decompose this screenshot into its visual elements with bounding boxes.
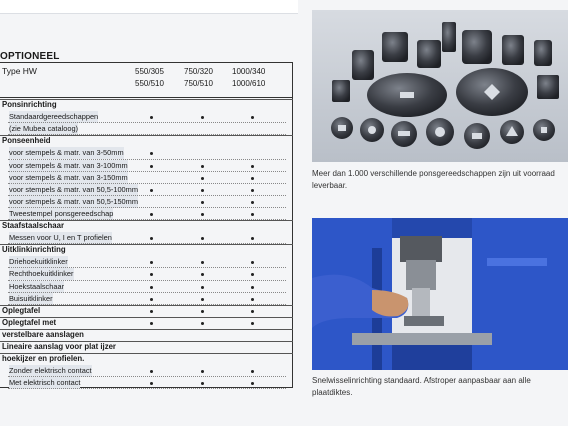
column-header-line: 750/510: [184, 79, 213, 88]
table-group-row: [0, 220, 293, 232]
row-label: Messen voor U, I en T profielen: [9, 233, 112, 243]
availability-dot: [201, 189, 204, 192]
punch-machine-image: [312, 218, 568, 370]
availability-dot: [201, 286, 204, 289]
group-divider: [0, 135, 293, 136]
row-label: Driehoekuitklinker: [9, 257, 68, 267]
availability-dot: [150, 322, 153, 325]
column-header-line: 1000/340: [232, 67, 266, 76]
row-label: Tweestempel ponsgereedschap: [9, 208, 114, 218]
group-divider: [0, 220, 293, 221]
row-label: voor stempels & matr. van 3-150mm: [9, 172, 128, 182]
group-divider: [0, 317, 293, 318]
table-group-row: [0, 341, 293, 353]
availability-dot: [150, 273, 153, 276]
row-label: Met elektrisch contact: [9, 378, 81, 388]
availability-dot: [201, 298, 204, 301]
machine-caption: Snelwisselinrichting standaard. Afstroper aanpasbaar aan alle plaatdiktes.: [312, 376, 531, 397]
column-header-line: 550/510: [135, 79, 164, 88]
group-divider: [0, 99, 293, 100]
row-label: voor stempels & matr. van 50,5-100mm: [9, 184, 138, 194]
availability-dot: [251, 189, 254, 192]
column-header-1000: [232, 66, 265, 90]
availability-dot: [201, 201, 204, 204]
row-label: Buisuitklinker: [9, 293, 53, 303]
availability-dot: [201, 261, 204, 264]
row-label: Rechthoekuitklinker: [9, 269, 74, 279]
table-group-row: [0, 305, 293, 317]
row-label: Hoekstaalschaar: [9, 281, 65, 291]
availability-dot: [150, 116, 153, 119]
photo-column: [309, 0, 568, 426]
availability-dot: [150, 165, 153, 168]
availability-dot: [251, 237, 254, 240]
availability-dot: [201, 237, 204, 240]
column-header-550: [135, 66, 164, 90]
table-group-row: [0, 135, 293, 147]
availability-dot: [251, 116, 254, 119]
options-table: [0, 62, 293, 388]
availability-dot: [201, 310, 204, 313]
availability-dot: [150, 310, 153, 313]
availability-dot: [251, 322, 254, 325]
table-group-row: [0, 99, 293, 111]
group-divider: [0, 305, 293, 306]
table-header: [0, 63, 293, 98]
row-label: voor stempels & matr. van 3-50mm: [9, 148, 124, 158]
availability-dot: [150, 286, 153, 289]
row-label: voor stempels & matr. van 3-100mm: [9, 160, 128, 170]
row-label: Uitklinkinrichting: [2, 245, 66, 255]
row-label: Ponseenheid: [2, 136, 51, 146]
column-header-line: 1000/610: [232, 79, 266, 88]
row-label: (zie Mubea cataloog): [9, 124, 79, 134]
availability-dot: [251, 261, 254, 264]
table-group-row: [0, 317, 293, 329]
availability-dot: [251, 298, 254, 301]
availability-dot: [201, 116, 204, 119]
machine-photo: [312, 218, 568, 370]
availability-dot: [150, 237, 153, 240]
table-group-row: [0, 329, 293, 341]
availability-dot: [251, 310, 254, 313]
row-label: voor stempels & matr. van 50,5-150mm: [9, 196, 138, 206]
tools-caption: Meer dan 1.000 verschillende ponsgereedschappen zijn uit voorraad leverbaar.: [312, 169, 555, 190]
group-divider: [0, 244, 293, 245]
availability-dot: [201, 213, 204, 216]
group-divider: [0, 341, 293, 342]
availability-dot: [201, 165, 204, 168]
availability-dot: [251, 213, 254, 216]
group-divider: [0, 329, 293, 330]
column-header-750: [184, 66, 213, 90]
row-label: verstelbare aanslagen: [2, 329, 84, 339]
punch-tools-image: [312, 10, 568, 162]
availability-dot: [251, 201, 254, 204]
type-label: Type HW: [2, 66, 37, 76]
availability-dot: [150, 152, 153, 155]
row-label: Oplegtafel: [2, 305, 41, 315]
column-header-line: 750/320: [184, 67, 213, 76]
availability-dot: [251, 273, 254, 276]
group-divider: [0, 353, 293, 354]
availability-dot: [150, 382, 153, 385]
availability-dot: [251, 286, 254, 289]
availability-dot: [150, 370, 153, 373]
column-header-line: 550/305: [135, 67, 164, 76]
availability-dot: [150, 261, 153, 264]
row-label: Staafstaalschaar: [2, 221, 64, 230]
row-label: Ponsinrichting: [2, 100, 57, 109]
row-divider: [8, 388, 286, 389]
availability-dot: [251, 165, 254, 168]
tools-photo: [312, 10, 568, 162]
row-label: Standaardgereedschappen: [9, 112, 99, 122]
availability-dot: [251, 370, 254, 373]
table-group-row: [0, 244, 293, 256]
availability-dot: [150, 213, 153, 216]
availability-dot: [150, 298, 153, 301]
availability-dot: [201, 322, 204, 325]
row-label: Lineaire aanslag voor plat ijzer: [2, 342, 116, 351]
section-title: OPTIONEEL: [0, 51, 60, 62]
availability-dot: [251, 382, 254, 385]
availability-dot: [201, 370, 204, 373]
availability-dot: [251, 177, 254, 180]
row-label: Zonder elektrisch contact: [9, 366, 92, 376]
availability-dot: [201, 382, 204, 385]
row-label: hoekijzer en profielen.: [2, 354, 85, 364]
availability-dot: [201, 177, 204, 180]
availability-dot: [150, 189, 153, 192]
table-group-row: [0, 353, 293, 365]
row-label: Oplegtafel met: [2, 317, 57, 327]
availability-dot: [201, 273, 204, 276]
